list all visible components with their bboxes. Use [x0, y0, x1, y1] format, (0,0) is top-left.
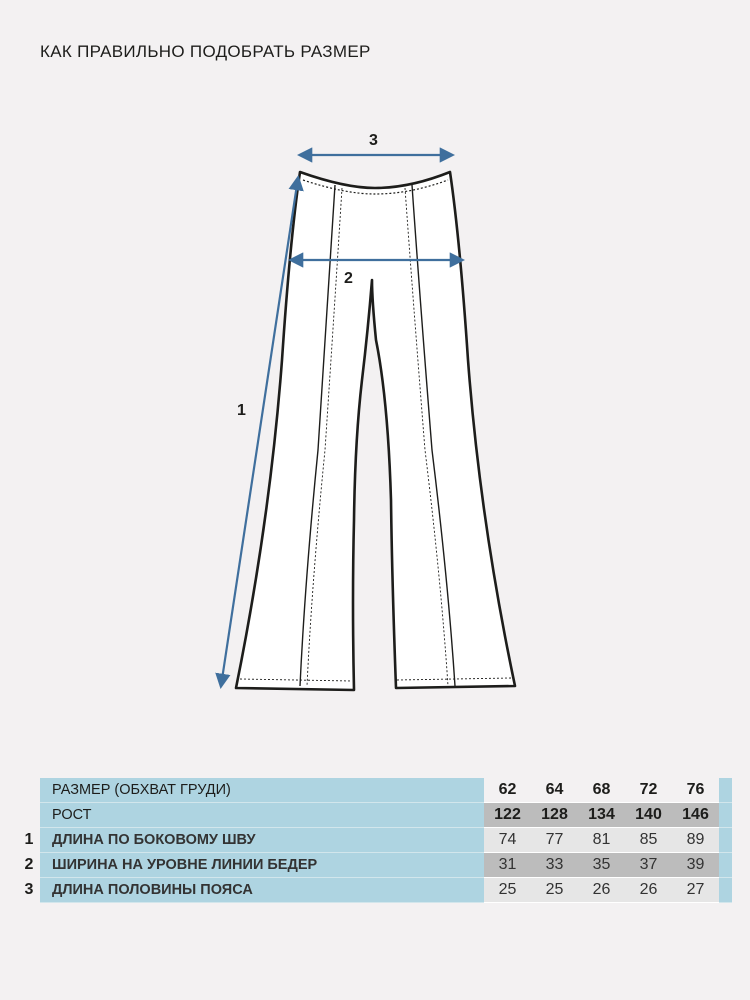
row-label: ДЛИНА ПОЛОВИНЫ ПОЯСА: [40, 878, 484, 903]
table-row: [40, 803, 732, 828]
cell: 62: [484, 778, 531, 803]
cell: 27: [672, 878, 719, 903]
cell: 85: [625, 828, 672, 853]
table-row: [40, 828, 732, 853]
table-row: [40, 878, 732, 903]
cell: 89: [672, 828, 719, 853]
cell: 122: [484, 803, 531, 828]
cell: 140: [625, 803, 672, 828]
length-label: 1: [237, 402, 246, 419]
cell: 68: [578, 778, 625, 803]
cell: 134: [578, 803, 625, 828]
cell: 146: [672, 803, 719, 828]
row-edge: [719, 853, 732, 878]
cell: 25: [531, 878, 578, 903]
cell: 31: [484, 853, 531, 878]
page-title: КАК ПРАВИЛЬНО ПОДОБРАТЬ РАЗМЕР: [40, 42, 371, 61]
row-label: ДЛИНА ПО БОКОВОМУ ШВУ: [40, 828, 484, 853]
table-row: [40, 853, 732, 878]
cell: 35: [578, 853, 625, 878]
cell: 37: [625, 853, 672, 878]
row-number: 3: [24, 881, 34, 898]
table-row: [40, 778, 732, 803]
pants-outline: [236, 172, 515, 690]
row-label: ШИРИНА НА УРОВНЕ ЛИНИИ БЕДЕР: [40, 853, 484, 878]
cell: 39: [672, 853, 719, 878]
cell: 25: [484, 878, 531, 903]
cell: 74: [484, 828, 531, 853]
cell: 128: [531, 803, 578, 828]
waist-label: 3: [369, 132, 378, 149]
cell: 77: [531, 828, 578, 853]
row-label: РОСТ: [40, 803, 484, 828]
cell: 81: [578, 828, 625, 853]
row-edge: [719, 778, 732, 803]
row-number: 1: [24, 831, 34, 848]
cell: 33: [531, 853, 578, 878]
cell: 64: [531, 778, 578, 803]
row-edge: [719, 803, 732, 828]
size-table: [40, 778, 732, 903]
row-label: РАЗМЕР (ОБХВАТ ГРУДИ): [40, 778, 484, 803]
cell: 72: [625, 778, 672, 803]
row-edge: [719, 878, 732, 903]
cell: 76: [672, 778, 719, 803]
hips-label: 2: [344, 270, 353, 287]
row-edge: [719, 828, 732, 853]
row-number: 2: [24, 856, 34, 873]
cell: 26: [578, 878, 625, 903]
cell: 26: [625, 878, 672, 903]
